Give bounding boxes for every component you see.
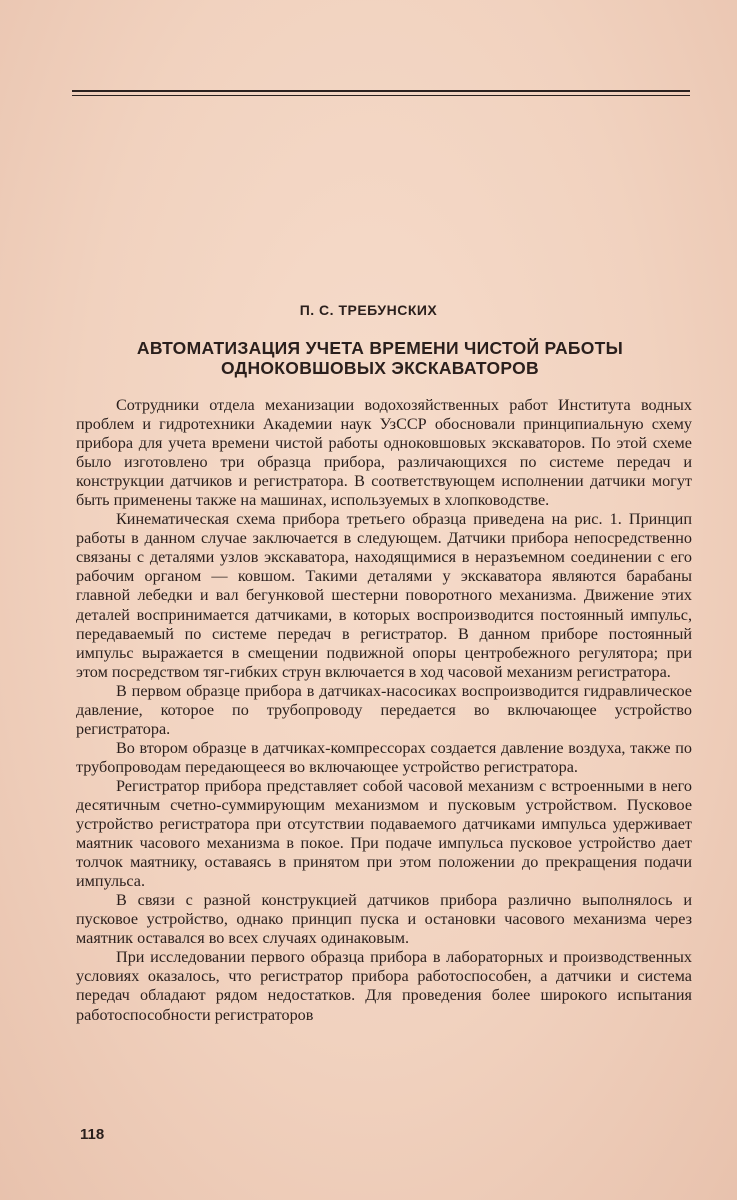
paragraph: Во втором образце в датчиках-компрессорах создается давление воздуха, также по трубопроводам передающееся во включающее устройство регистратора. bbox=[76, 738, 692, 776]
paragraph: В связи с разной конструкцией датчиков прибора различно выполнялось и пусковое устройство, однако принцип пуска и остановки часового механизма через маятник оставался во всех случаях одинаковым. bbox=[76, 891, 692, 948]
header-rule bbox=[72, 90, 690, 96]
article-title bbox=[80, 338, 680, 378]
paragraph: Кинематическая схема прибора третьего образца приведена на рис. 1. Принцип работы в данном случае заключается в следующем. Датчики прибора непосредственно связаны с деталями узлов экскаватора, находящимися в неразъемном соединении с его рабочим органом — ковшом. Такими деталями у экскаватора являются барабаны главной лебедки и вал бегунковой шестерни поворотного механизма. Движение этих деталей воспринимается датчиками, в которых воспроизводится постоянный импульс, передаваемый по системе передач в регистратор. В данном приборе постоянный импульс выражается в смещении подвижной опоры центробежного регулятора; при этом посредством тяг-гибких струн включается в ход часовой механизм регистратора. bbox=[76, 510, 692, 681]
paragraph: В первом образце прибора в датчиках-насосиках воспроизводится гидравлическое давление, которое по трубопроводу передается во включающее устройство регистратора. bbox=[76, 681, 692, 738]
author-name: П. С. ТРЕБУНСКИХ bbox=[299, 302, 438, 318]
paragraph: Сотрудники отдела механизации водохозяйственных работ Института водных проблем и гидротехники Академии наук УзССР обосновали принципиальную схему прибора для учета времени чистой работы одноковшовых экскаваторов. По этой схеме было изготовлено три образца прибора, различающихся по системе передач и конструкции датчиков и регистратора. В соответствующем исполнении датчики могут быть применены также на машинах, используемых в хлопководстве. bbox=[76, 396, 692, 510]
paragraph: При исследовании первого образца прибора в лабораторных и производственных условиях оказалось, что регистратор прибора работоспособен, а датчики и система передач обладают рядом недостатков. Для проведения более широкого испытания работоспособности регистраторов bbox=[76, 948, 692, 1024]
title-line-2: ОДНОКОВШОВЫХ ЭКСКАВАТОРОВ bbox=[221, 358, 539, 378]
paragraph: Регистратор прибора представляет собой часовой механизм с встроенными в него десятичным счетно-суммирующим механизмом и пусковым устройством. Пусковое устройство регистратора при отсутствии подаваемого датчиками импульса удерживает маятник часового механизма в покое. При подаче импульса пусковое устройство дает толчок маятнику, оставаясь в принятом при этом положении до прекращения подачи импульса. bbox=[76, 776, 692, 891]
title-line-1: АВТОМАТИЗАЦИЯ УЧЕТА ВРЕМЕНИ ЧИСТОЙ РАБОТЫ bbox=[136, 338, 624, 358]
article-body bbox=[76, 396, 692, 1025]
page-number: 118 bbox=[80, 1126, 105, 1143]
